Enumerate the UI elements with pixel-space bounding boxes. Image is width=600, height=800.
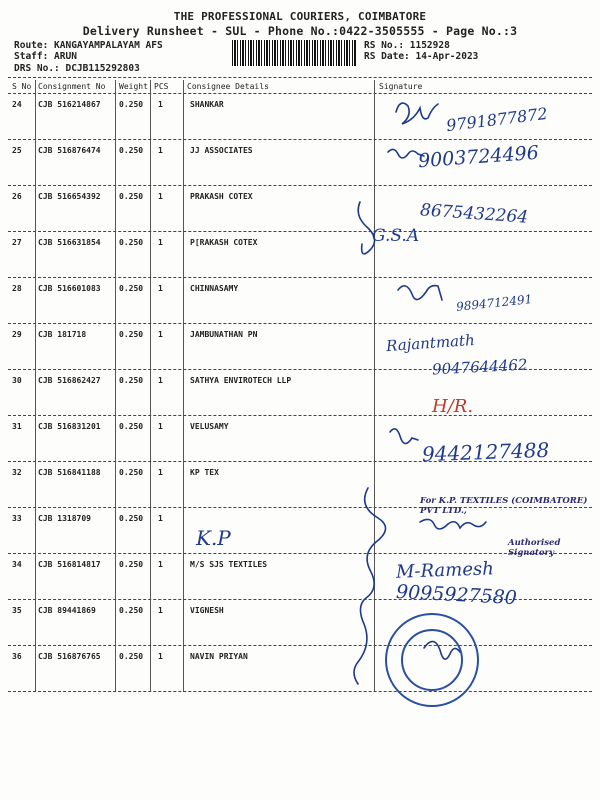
route-label: Route: KANGAYAMPALAYAM AFS	[14, 40, 163, 51]
handwritten-initials: K.P	[196, 526, 231, 550]
barcode	[232, 40, 356, 66]
cell-consignment: CJB 516214867	[38, 100, 101, 109]
cell-consignment: CJB 516841188	[38, 468, 101, 477]
cell-sno: 33	[12, 514, 22, 523]
handwritten-phone: 9894712491	[455, 292, 533, 314]
cell-pcs: 1	[158, 514, 163, 523]
handwritten-phone: 9047644462	[431, 355, 528, 379]
cell-pcs: 1	[158, 330, 163, 339]
table-row	[0, 370, 600, 416]
cell-consignment: CJB 516862427	[38, 376, 101, 385]
cell-pcs: 1	[158, 238, 163, 247]
col-signature: Signature	[379, 82, 423, 91]
cell-pcs: 1	[158, 652, 163, 661]
cell-weight: 0.250	[119, 468, 144, 477]
cell-consignment: CJB 516654392	[38, 192, 101, 201]
company-title: THE PROFESSIONAL COURIERS, COIMBATORE	[173, 10, 427, 23]
handwritten-mark: H/R.	[432, 396, 474, 417]
cell-pcs: 1	[158, 376, 163, 385]
cell-sno: 24	[12, 100, 22, 109]
col-consignee: Consignee Details	[187, 82, 269, 91]
cell-weight: 0.250	[119, 652, 144, 661]
handwritten-phone: 8675432264	[419, 200, 529, 228]
staff-label: Staff: ARUN	[14, 51, 77, 62]
stamp-role: Authorised Signatory	[508, 538, 561, 558]
cell-sno: 29	[12, 330, 22, 339]
col-consignment: Consignment No	[38, 82, 106, 91]
cell-sno: 30	[12, 376, 22, 385]
cell-consignee: SATHYA ENVIROTECH LLP	[190, 376, 292, 385]
cell-sno: 32	[12, 468, 22, 477]
rs-number: RS No.: 1152928	[364, 40, 450, 51]
cell-pcs: 1	[158, 284, 163, 293]
header-divider	[8, 77, 592, 78]
handwritten-initials: G.S.A	[372, 226, 420, 246]
cell-consignment: CJB 516831201	[38, 422, 101, 431]
table-row	[0, 646, 600, 692]
cell-consignment: CJB 181718	[38, 330, 87, 339]
cell-consignee: VELUSAMY	[190, 422, 229, 431]
cell-consignment: CJB 1318709	[38, 514, 91, 523]
cell-consignment: CJB 516601083	[38, 284, 101, 293]
rs-date: RS Date: 14-Apr-2023	[364, 51, 479, 62]
cell-consignee: JJ ASSOCIATES	[190, 146, 253, 155]
cell-weight: 0.250	[119, 192, 144, 201]
cell-consignee: M/S SJS TEXTILES	[190, 560, 268, 569]
handwritten-phone: 9442127488	[421, 437, 550, 467]
cell-pcs: 1	[158, 560, 163, 569]
col-pcs: PCS	[154, 82, 169, 91]
cell-pcs: 1	[158, 146, 163, 155]
cell-pcs: 1	[158, 468, 163, 477]
cell-weight: 0.250	[119, 330, 144, 339]
cell-consignment: CJB 516631854	[38, 238, 101, 247]
handwritten-name: Rajantmath	[385, 330, 476, 356]
row-divider	[8, 691, 592, 692]
handwritten-name: M-Ramesh	[395, 558, 495, 583]
cell-sno: 25	[12, 146, 22, 155]
cell-sno: 26	[12, 192, 22, 201]
cell-weight: 0.250	[119, 514, 144, 523]
handwritten-phone: 9003724496	[417, 141, 540, 173]
cell-consignee: SHANKAR	[190, 100, 224, 109]
cell-sno: 36	[12, 652, 22, 661]
col-sno: S No	[12, 82, 32, 91]
cell-consignee: NAVIN PRIYAN	[190, 652, 248, 661]
cell-consignment: CJB 516876765	[38, 652, 101, 661]
cell-consignee: KP TEX	[190, 468, 219, 477]
cell-weight: 0.250	[119, 238, 144, 247]
cell-sno: 34	[12, 560, 22, 569]
cell-weight: 0.250	[119, 560, 144, 569]
cell-pcs: 1	[158, 606, 163, 615]
cell-weight: 0.250	[119, 376, 144, 385]
cell-pcs: 1	[158, 100, 163, 109]
cell-sno: 28	[12, 284, 22, 293]
cell-pcs: 1	[158, 192, 163, 201]
cell-consignee: CHINNASAMY	[190, 284, 239, 293]
cell-weight: 0.250	[119, 284, 144, 293]
handwritten-phone: 9791877872	[445, 103, 549, 136]
drs-number: DRS No.: DCJB115292803	[14, 63, 140, 74]
cell-consignee: P[RAKASH COTEX	[190, 238, 258, 247]
cell-consignee: PRAKASH COTEX	[190, 192, 253, 201]
cell-sno: 27	[12, 238, 22, 247]
runsheet-subtitle: Delivery Runsheet - SUL - Phone No.:0422-3505555 - Page No.:3	[82, 24, 518, 38]
col-weight: Weight	[119, 82, 148, 91]
table-row	[0, 232, 600, 278]
cell-consignment: CJB 516876474	[38, 146, 101, 155]
cell-weight: 0.250	[119, 146, 144, 155]
cell-consignment: CJB 89441869	[38, 606, 96, 615]
cell-weight: 0.250	[119, 606, 144, 615]
cell-sno: 35	[12, 606, 22, 615]
cell-consignee: JAMBUNATHAN PN	[190, 330, 258, 339]
cell-weight: 0.250	[119, 100, 144, 109]
stamp-company: For K.P. TEXTILES (COIMBATORE) PVT LTD.,	[420, 496, 588, 516]
cell-consignee: VIGNESH	[190, 606, 224, 615]
cell-sno: 31	[12, 422, 22, 431]
cell-pcs: 1	[158, 422, 163, 431]
cell-weight: 0.250	[119, 422, 144, 431]
handwritten-phone: 9095927580	[395, 580, 518, 610]
cell-consignment: CJB 516814817	[38, 560, 101, 569]
